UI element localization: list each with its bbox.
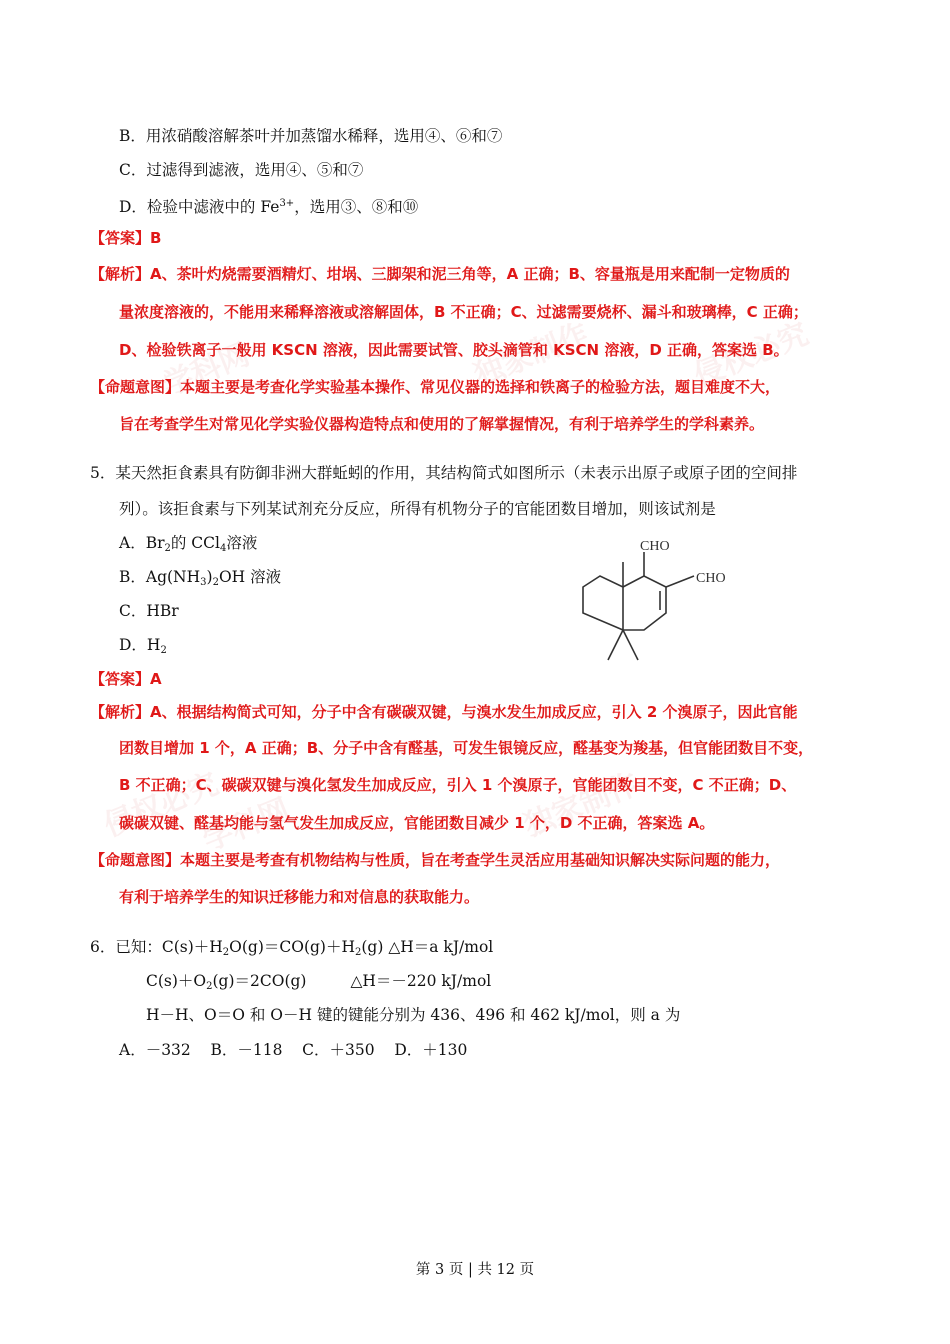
q4-answer: 【答案】B xyxy=(90,229,162,247)
q4-option-d: D．检验中滤液中的 $Fe^{3+}$，选用③、⑧和⑩ xyxy=(119,198,419,216)
q6-options: A．－332 B．－118 C．＋350 D．＋130 xyxy=(119,1041,468,1059)
methyl-bond xyxy=(623,630,638,660)
q5-analysis-line: 碳碳双键、醛基均能与氢气发生加成反应，官能团数目减少 1 个，D 不正确，答案选 A。 xyxy=(119,814,715,832)
watermark: 学科网 xyxy=(158,337,255,404)
q5-stem: 5．某天然拒食素具有防御非洲大群蚯蚓的作用，其结构简式如图所示（未表示出原子或原子团的空间排 xyxy=(90,464,798,482)
cho-label-top: CHO xyxy=(640,539,670,554)
watermark: 侵权必究 xyxy=(689,316,814,394)
watermark: 独家制作 xyxy=(469,316,594,394)
ring-bond xyxy=(583,576,623,630)
q4-analysis-line: D、检验铁离子一般用 KSCN 溶液，因此需要试管、胶头滴管和 KSCN 溶液，D 正确，答案选 B。 xyxy=(119,341,789,359)
cho-label-right: CHO xyxy=(696,571,726,586)
q4-analysis-line: 【解析】A、茶叶灼烧需要酒精灯、坩埚、三脚架和泥三角等，A 正确；B、容量瓶是用来配制一定物质的 xyxy=(90,265,790,283)
watermark: 独家制作 xyxy=(519,766,644,844)
structure-diagram xyxy=(568,530,768,675)
q4-analysis-line: 量浓度溶液的，不能用来稀释溶液或溶解固体，B 不正确；C、过滤需要烧杯、漏斗和玻璃棒，C 正确； xyxy=(119,303,808,321)
q5-analysis-line: 【解析】A、根据结构简式可知，分子中含有碳碳双键，与溴水发生加成反应，引入 2 个溴原子，因此官能 xyxy=(90,703,798,721)
q4-option-b: B．用浓硝酸溶解茶叶并加蒸馏水稀释，选用④、⑥和⑦ xyxy=(119,127,503,145)
q5-stem: 列）。该拒食素与下列某试剂充分反应，所得有机物分子的官能团数目增加，则该试剂是 xyxy=(119,500,716,518)
q6-bond-energies: H－H、O＝O 和 O－H 键的键能分别为 436、496 和 462 kJ/mol，则 a 为 xyxy=(146,1006,681,1024)
watermark: 学科网 xyxy=(198,792,295,859)
q6-equation-2: $C(s)+O_2(g)=2CO(g)$ △H＝－220 kJ/mol xyxy=(146,972,492,992)
q5-analysis-line: 团数目增加 1 个，A 正确；B、分子中含有醛基，可发生银镜反应，醛基变为羧基，但官能团数目不变， xyxy=(119,739,814,757)
q4-intent-line: 【命题意图】本题主要是考查化学实验基本操作、常见仪器的选择和铁离子的检验方法，题目难度不大， xyxy=(90,378,781,396)
page-footer: 第 3 页 | 共 12 页 xyxy=(415,1262,535,1278)
q5-option-b: B．$Ag(NH_3)_2OH$ 溶液 xyxy=(119,568,282,588)
q4-intent-line: 旨在考查学生对常见化学实验仪器构造特点和使用的了解掌握情况，有利于培养学生的学科素养。 xyxy=(119,415,765,433)
aldehyde-bond xyxy=(666,576,694,587)
q4-option-c: C．过滤得到滤液，选用④、⑤和⑦ xyxy=(119,161,364,179)
q5-answer: 【答案】A xyxy=(90,670,162,688)
q5-analysis-line: B 不正确；C、碳碳双键与溴化氢发生加成反应，引入 1 个溴原子，官能团数目不变，C 不正确；D、 xyxy=(119,776,797,794)
q5-option-a: A．$Br_2$的 CCl$_4$溶液 xyxy=(119,534,258,554)
watermark: 侵权必究 xyxy=(99,766,224,844)
q5-option-d: D．$H_2$ xyxy=(119,636,167,656)
q5-intent-line: 有利于培养学生的知识迁移能力和对信息的获取能力。 xyxy=(119,888,480,906)
q6-equation-1: 6．已知：$C(s)+H_2O(g)=CO(g)+H_2(g)$ △H＝a kJ/mol xyxy=(90,938,494,958)
q5-intent-line: 【命题意图】本题主要是考查有机物结构与性质，旨在考查学生灵活应用基础知识解决实际问题的能力， xyxy=(90,851,781,869)
q5-option-c: C．HBr xyxy=(119,602,179,620)
methyl-bond xyxy=(608,630,623,660)
